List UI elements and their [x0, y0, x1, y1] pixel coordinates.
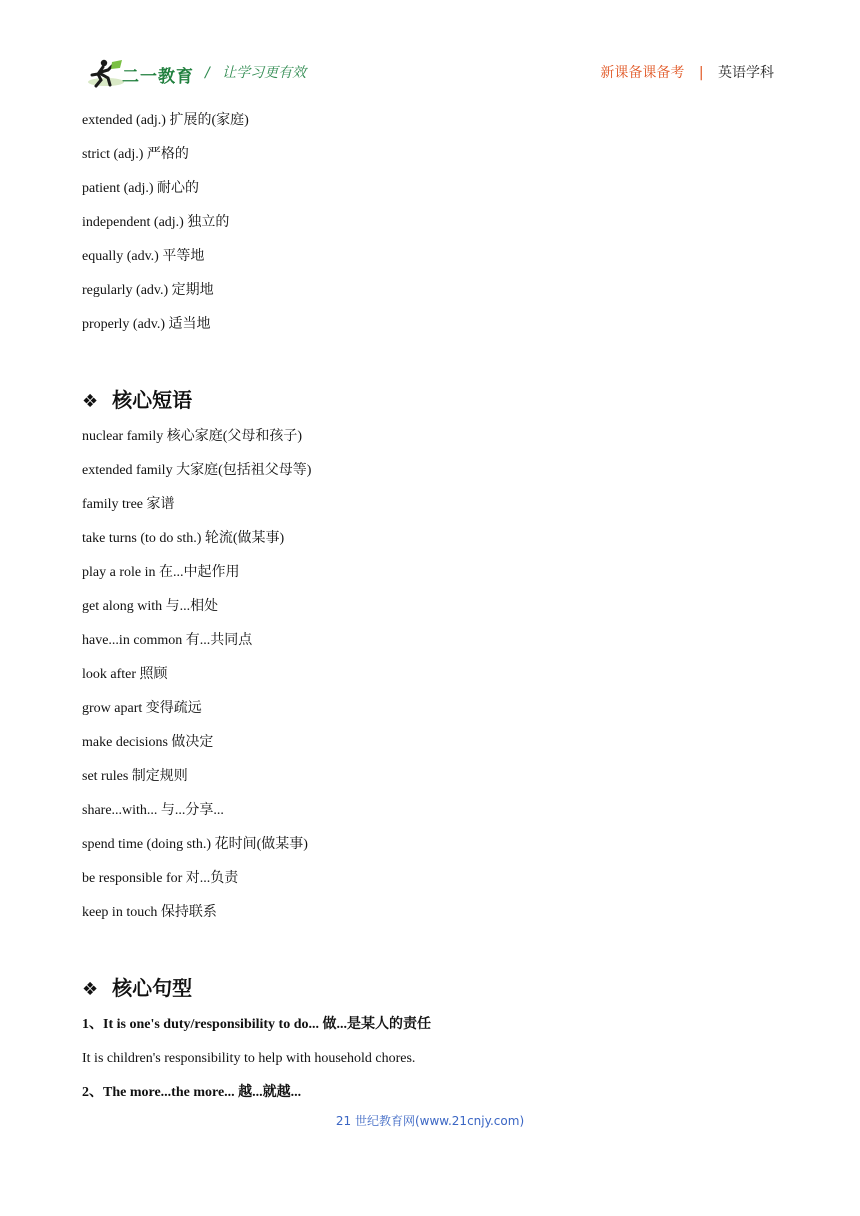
vocab-item: properly (adv.) 适当地 [82, 317, 211, 332]
sentence-pattern: 1、It is one's duty/responsibility to do... 做...是某人的责任 [82, 1017, 432, 1032]
phrase-item: grow apart 变得疏远 [82, 701, 202, 716]
phrase-item: make decisions 做决定 [82, 735, 214, 750]
sentences-list [82, 1014, 782, 1116]
phrase-item: get along with 与...相处 [82, 599, 219, 614]
phrases-title: 核心短语 [112, 388, 193, 412]
phrase-item: have...in common 有...共同点 [82, 633, 253, 648]
phrases-list [82, 426, 782, 936]
phrase-item: spend time (doing sth.) 花时间(做某事) [82, 837, 308, 852]
phrase-item: nuclear family 核心家庭(父母和孩子) [82, 429, 303, 444]
vocab-item: regularly (adv.) 定期地 [82, 283, 214, 298]
subject-label: 英语学科 [718, 65, 774, 81]
course-label: 新课备课备考 [600, 65, 685, 81]
phrase-item: family tree 家谱 [82, 497, 175, 512]
phrase-item: play a role in 在...中起作用 [82, 565, 240, 580]
slogan-text: 让学习更有效 [222, 65, 307, 81]
sentences-title: 核心句型 [112, 976, 193, 1000]
document-body [82, 110, 782, 1116]
header-separator: | [698, 65, 704, 81]
phrases-heading [82, 386, 782, 426]
slogan-slash: / [205, 65, 210, 81]
vocab-item: equally (adv.) 平等地 [82, 249, 205, 264]
vocab-item: strict (adj.) 严格的 [82, 147, 189, 162]
sentences-heading [82, 974, 782, 1014]
sentence-pattern: 2、The more...the more... 越...就越... [82, 1085, 302, 1100]
example-sentence: It is children's responsibility to help with household chores. [82, 1051, 416, 1066]
vocab-item: extended (adj.) 扩展的(家庭) [82, 113, 249, 128]
phrase-item: look after 照顾 [82, 667, 168, 682]
phrase-item: keep in touch 保持联系 [82, 905, 217, 920]
vocab-list [82, 110, 782, 348]
brand-logo [84, 56, 194, 90]
phrase-item: set rules 制定规则 [82, 769, 188, 784]
phrase-item: share...with... 与...分享... [82, 803, 224, 818]
page-header [0, 0, 860, 100]
diamond-bullet-icon: ❖ [82, 979, 99, 1000]
logo-text: 二一教育 [122, 67, 194, 87]
header-course-info [600, 62, 774, 82]
diamond-bullet-icon: ❖ [82, 391, 99, 412]
vocab-item: patient (adj.) 耐心的 [82, 181, 200, 196]
phrase-item: be responsible for 对...负责 [82, 871, 239, 886]
phrase-item: extended family 大家庭(包括祖父母等) [82, 463, 312, 478]
slogan [205, 62, 306, 82]
vocab-item: independent (adj.) 独立的 [82, 215, 230, 230]
page-footer: 21 世纪教育网(www.21cnjy.com) [335, 1114, 525, 1128]
runner-logo-icon [84, 58, 124, 88]
phrase-item: take turns (to do sth.) 轮流(做某事) [82, 531, 285, 546]
